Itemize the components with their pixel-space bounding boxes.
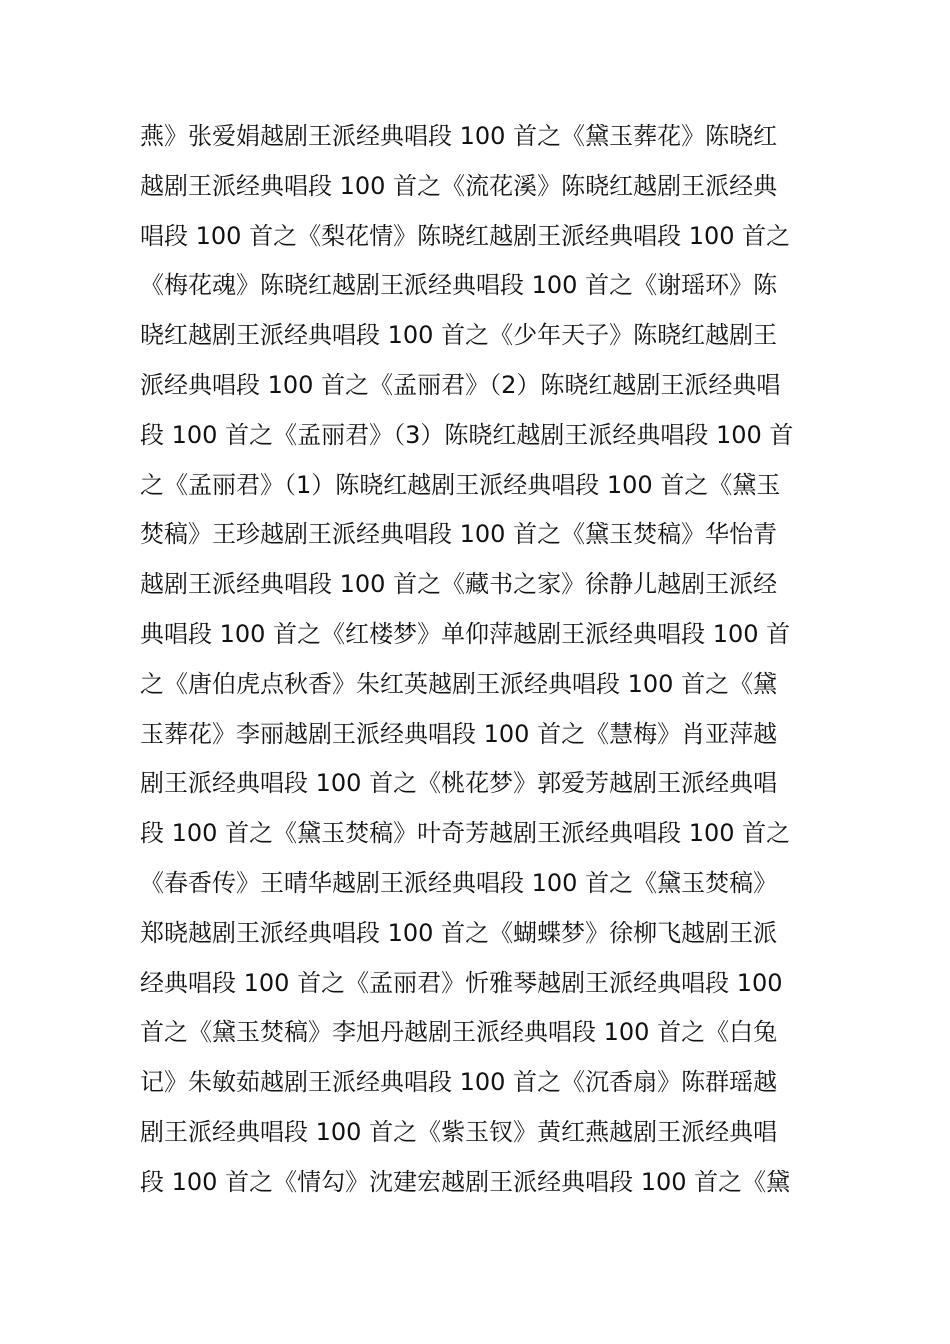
text-line: 《梅花魂》陈晓红越剧王派经典唱段 100 首之《谢瑶环》陈	[140, 271, 778, 300]
text-line: 焚稿》王珍越剧王派经典唱段 100 首之《黛玉焚稿》华怡青	[140, 520, 778, 549]
text-line: 唱段 100 首之《梨花情》陈晓红越剧王派经典唱段 100 首之	[140, 221, 791, 250]
text-line: 剧王派经典唱段 100 首之《紫玉钗》黄红燕越剧王派经典唱	[140, 1117, 778, 1146]
text-line: 燕》张爱娟越剧王派经典唱段 100 首之《黛玉葬花》陈晓红	[140, 122, 778, 150]
text-line: 越剧王派经典唱段 100 首之《藏书之家》徐静儿越剧王派经	[140, 570, 778, 599]
text-line: 派经典唱段 100 首之《孟丽君》（2）陈晓红越剧王派经典唱	[140, 370, 781, 399]
text-line: 晓红越剧王派经典唱段 100 首之《少年天子》陈晓红越剧王	[140, 321, 778, 350]
text-line: 越剧王派经典唱段 100 首之《流花溪》陈晓红越剧王派经典	[140, 171, 778, 200]
text-line: 《春香传》王晴华越剧王派经典唱段 100 首之《黛玉焚稿》	[140, 868, 778, 897]
text-line: 段 100 首之《孟丽君》（3）陈晓红越剧王派经典唱段 100 首	[140, 420, 794, 449]
text-line: 郑晓越剧王派经典唱段 100 首之《蝴蝶梦》徐柳飞越剧王派	[140, 918, 778, 947]
text-line: 首之《黛玉焚稿》李旭丹越剧王派经典唱段 100 首之《白兔	[140, 1018, 778, 1047]
text-line: 之《唐伯虎点秋香》朱红英越剧王派经典唱段 100 首之《黛	[140, 669, 778, 698]
text-line: 段 100 首之《黛玉焚稿》叶奇芳越剧王派经典唱段 100 首之	[140, 819, 791, 848]
text-line: 记》朱敏茹越剧王派经典唱段 100 首之《沉香扇》陈群瑶越	[140, 1068, 778, 1097]
text-line: 典唱段 100 首之《红楼梦》单仰萍越剧王派经典唱段 100 首	[140, 619, 791, 648]
text-line: 之《孟丽君》（1）陈晓红越剧王派经典唱段 100 首之《黛玉	[140, 470, 781, 499]
text-line: 玉葬花》李丽越剧王派经典唱段 100 首之《慧梅》肖亚萍越	[140, 719, 778, 748]
text-line: 经典唱段 100 首之《孟丽君》忻雅琴越剧王派经典唱段 100	[140, 968, 783, 997]
text-line: 剧王派经典唱段 100 首之《桃花梦》郭爱芳越剧王派经典唱	[140, 769, 778, 798]
text-line: 段 100 首之《情勾》沈建宏越剧王派经典唱段 100 首之《黛	[140, 1167, 791, 1196]
body-text	[140, 112, 840, 1208]
